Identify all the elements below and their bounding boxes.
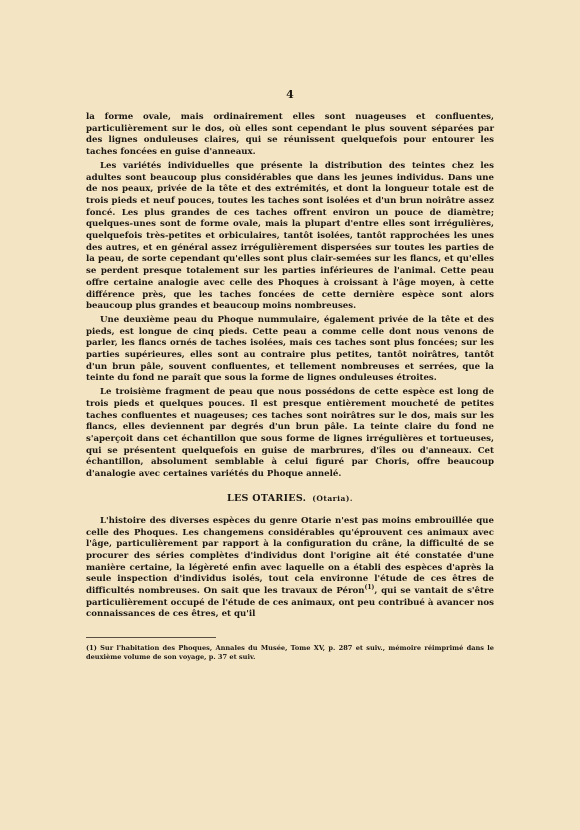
footnote: (1) Sur l'habitation des Phoques, Annales du Musée, Tome XV, p. 287 et suiv., mémoire réimprimé dans le deuxième volume de son voyage, p. 37 et suiv. bbox=[86, 644, 494, 662]
section-latin-name: (Otaria). bbox=[312, 493, 354, 503]
section-title: LES OTARIES. bbox=[226, 492, 307, 504]
footnote-divider bbox=[86, 637, 216, 638]
paragraph-third-fragment: Le troisième fragment de peau que nous possédons de cette espèce est long de trois pieds et quelques pouces. Il est presque entièrement moucheté de petites taches confluentes et nuageuses; ces taches sont noirâtres sur le dos, mais sur les flancs, elles deviennent par degrés d'un brun pâle. La teinte claire du fond ne s'aperçoit dans cet échantillon que sous forme de lignes irrégulières et tortueuses, qui se présentent quelquefois en guise de marbrures, d'îles ou d'anneaux. Cet échantillon, absolument semblable à celui figuré par Choris, offre beaucoup d'analogie avec certaines variétés du Phoque annelé. bbox=[86, 387, 494, 480]
paragraph-second-skin: Une deuxième peau du Phoque nummulaire, également privée de la tête et des pieds, est longue de cinq pieds. Cette peau a comme celle dont nous venons de parler, les flancs ornés de taches isolées, mais ces taches sont plus foncées; sur les parties supérieures, elles sont au contraire plus petites, tantôt noirâtres, tantôt d'un brun pâle, souvent confluentes, et tellement nombreuses et serrées, que la teinte du fond ne paraît que sous la forme de lignes onduleuses étroites. bbox=[86, 314, 494, 384]
body-text bbox=[86, 112, 494, 662]
footnote-reference: (1) bbox=[364, 584, 375, 592]
paragraph-otaries-text: L'histoire des diverses espèces du genre Otarie n'est pas moins embrouillée que celle des Phoques. Les changemens considérables qu'éprouvent ces animaux avec l'âge, particulièrement par rapport à la configuration du crâne, la difficulté de se procurer des séries complètes d'individus dont l'origine ait été constatée d'une manière certaine, la légèreté enfin avec laquelle on a établi des espèces d'après la seule inspection d'individus isolés, tout cela environne l'étude de ces êtres de difficultés nombreuses. On sait que les travaux de Péron bbox=[86, 515, 494, 597]
paragraph-adult-variations: Les variétés individuelles que présente la distribution des teintes chez les adultes sont beaucoup plus considérables que dans les jeunes individus. Dans une de nos peaux, privée de la tête et des extrémités, et dont la longueur totale est de trois pieds et neuf pouces, toutes les taches sont isolées et d'un brun noirâtre assez foncé. Les plus grandes de ces taches offrent environ un pouce de diamètre; quelques-unes sont de forme ovale, mais la plupart d'entre elles sont irrégulières, quelquefois très-petites et orbiculaires, tantôt isolées, tantôt rapprochées les unes des autres, et en général assez irrégulièrement dispersées sur toutes les parties de la peau, de sorte cependant qu'elles sont plus clair-semées sur les flancs, et qu'elles se perdent presque totalement sur les parties inférieures de l'animal. Cette peau offre certaine analogie avec celle des Phoques à croissant à l'âge moyen, à cette différence près, que les taches foncées de cette dernière espèce sont alors beaucoup plus grandes et beaucoup moins nombreuses. bbox=[86, 160, 494, 312]
page-number: 4 bbox=[286, 88, 294, 101]
section-heading bbox=[86, 493, 494, 504]
paragraph-otaries bbox=[86, 516, 494, 621]
paragraph-otaries-text-continued: , qui se vantait de s'être particulièrement occupé de l'étude de ces animaux, ont peu contribué à avancer nos connaissances de ces êtres, et qu'il bbox=[86, 586, 494, 620]
paragraph-continuation: la forme ovale, mais ordinairement elles sont nuageuses et confluentes, particulièrement sur le dos, où elles sont cependant le plus souvent séparées par des lignes onduleuses claires, qui se réunissent quelquefois pour entourer les taches foncées en guise d'anneaux. bbox=[86, 112, 494, 158]
